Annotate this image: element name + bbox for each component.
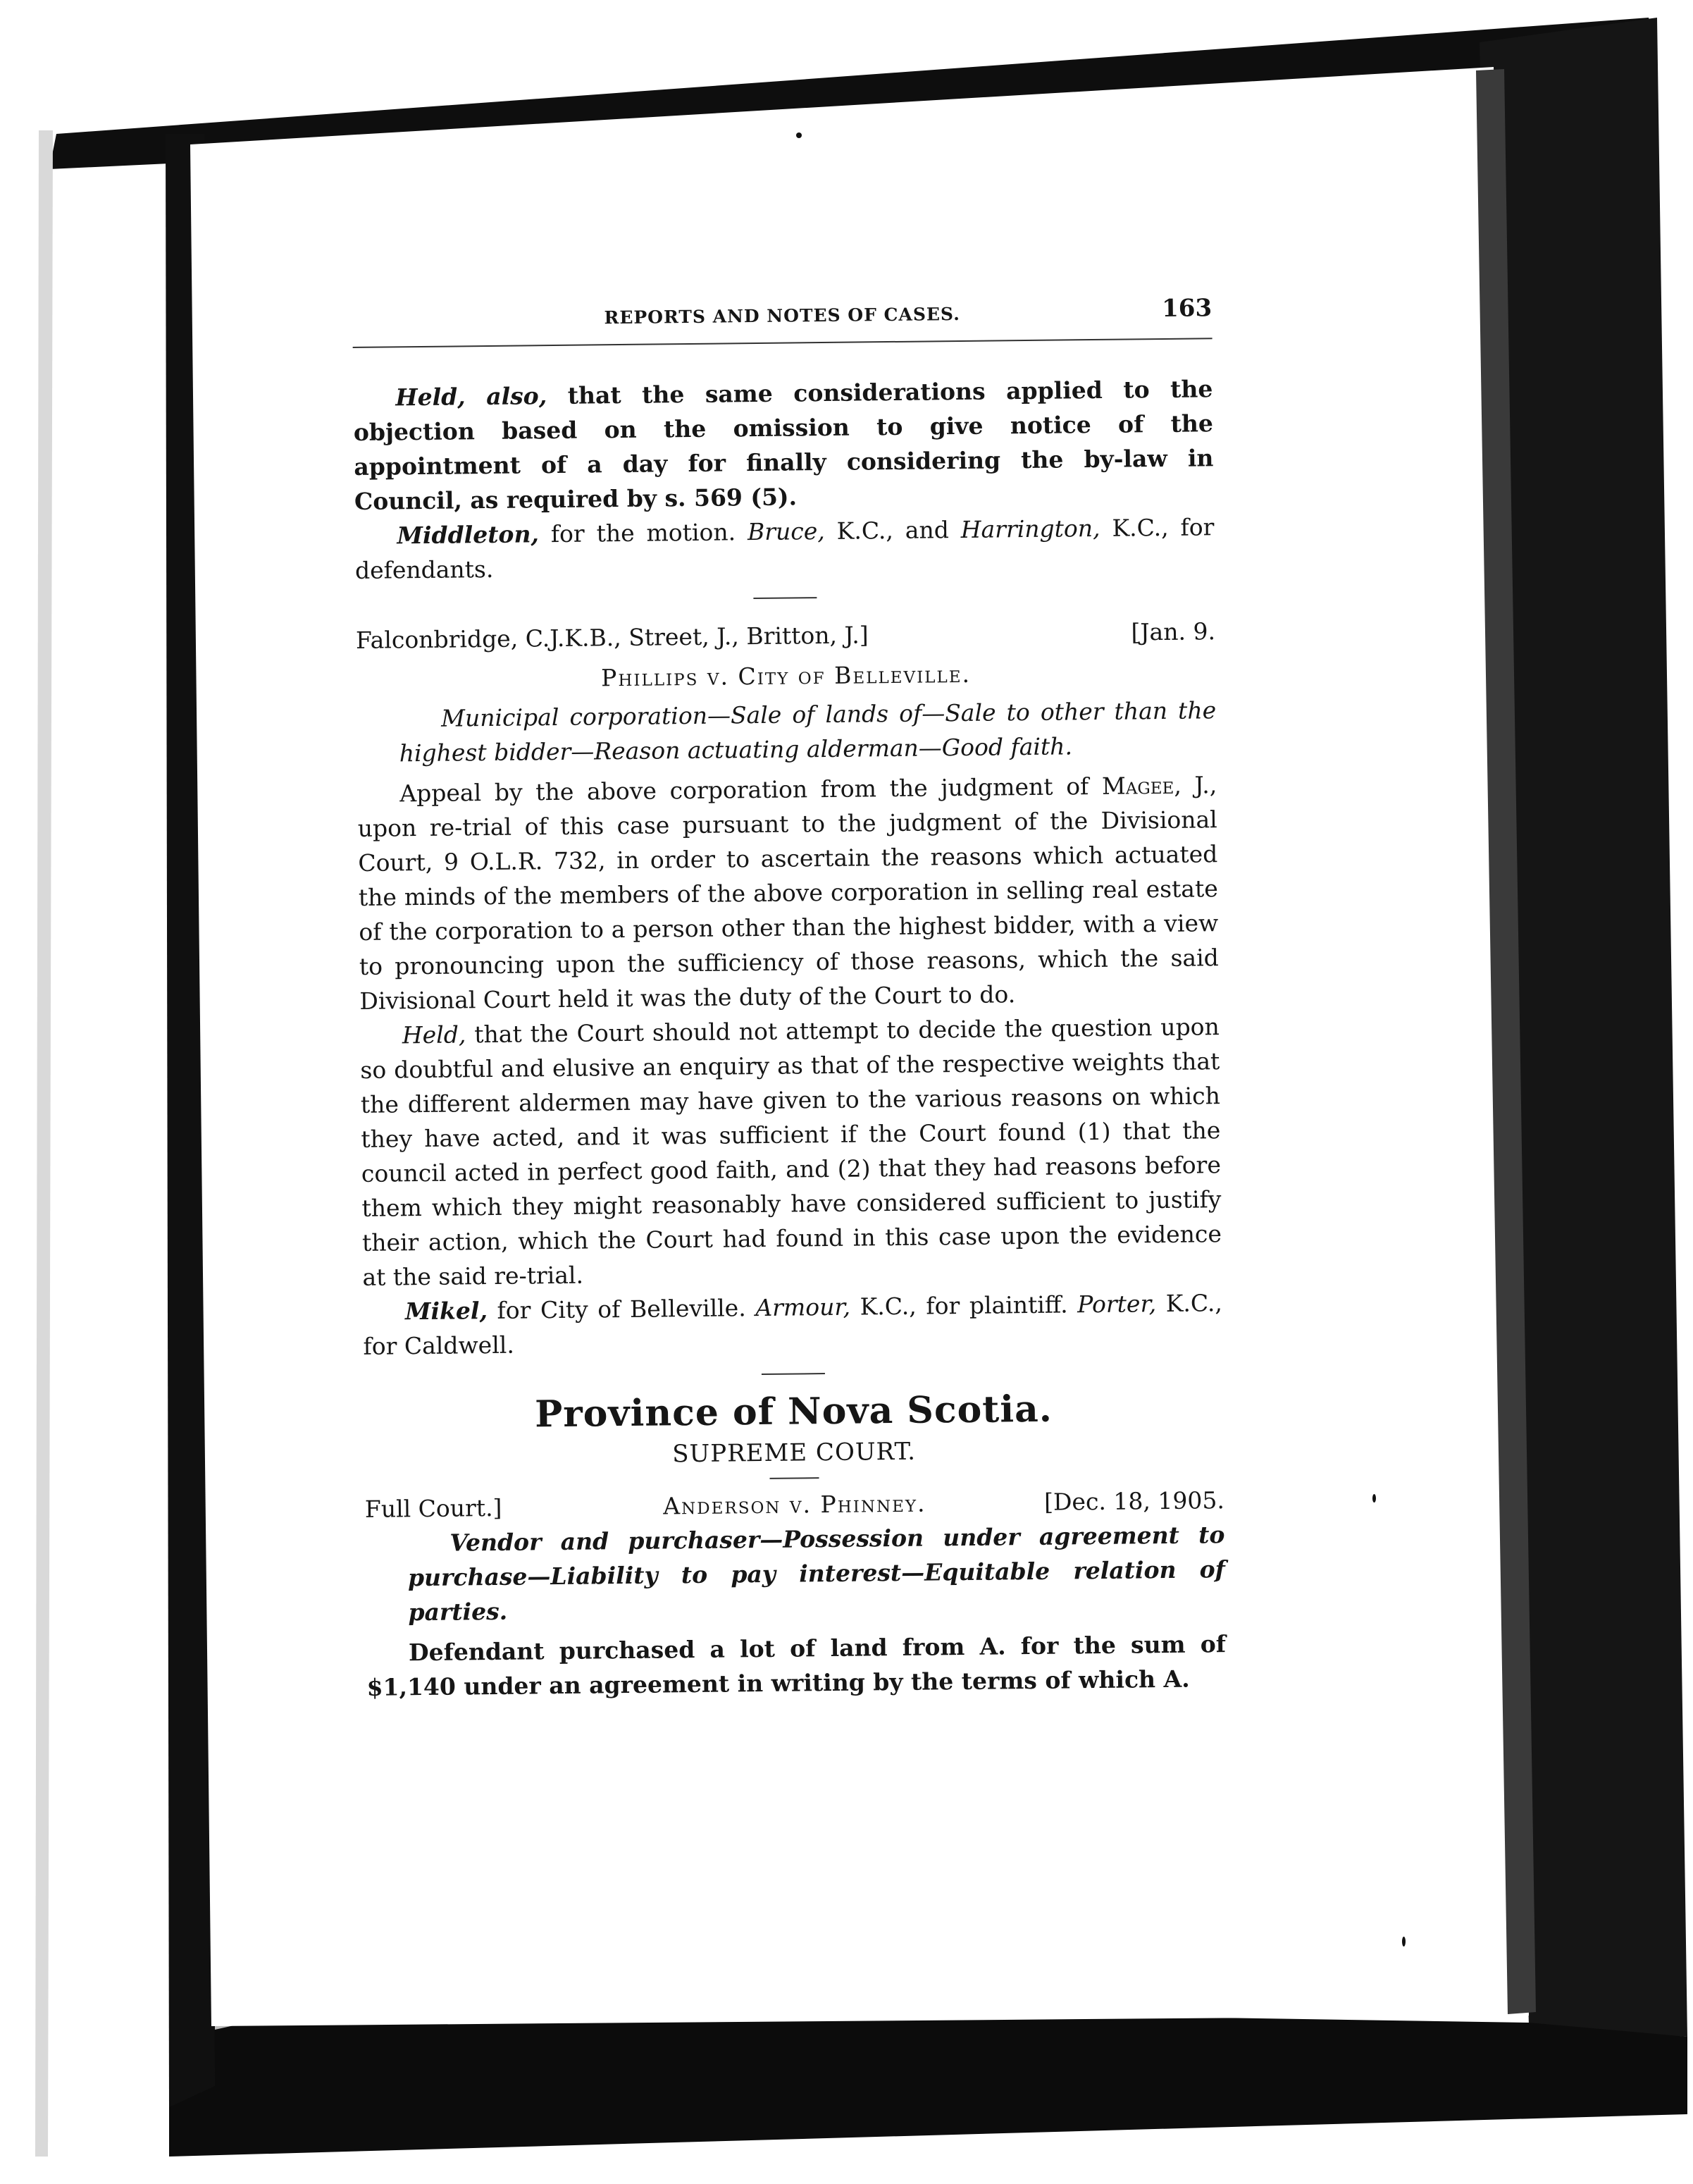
case1-appeal xyxy=(357,767,1220,1018)
separator-rule-3 xyxy=(769,1477,819,1479)
case1-held xyxy=(360,1009,1222,1295)
case1-headnote: Municipal corporation—Sale of lands of—Sale to other than the highest bidder—Reason actuating alderman—Good faith. xyxy=(399,696,1217,767)
running-header xyxy=(352,294,1213,345)
page-text xyxy=(353,371,1227,1705)
case1-bench: Falconbridge, C.J.K.B., Street, J., Britton, J.] xyxy=(355,621,869,654)
counsel-mikel-role: for City of Belleville. xyxy=(497,1294,746,1324)
header-rule xyxy=(353,338,1213,348)
separator-rule xyxy=(753,597,817,599)
case1-held-text: that the Court should not attempt to decide the question upon so doubtful and elusive an enquiry as that of the respective weights that the different aldermen may have given to the various reasons on which they have acted, and it was sufficient if the Court found (1) that the council acted in perfect good faith, and (2) that they had reasons before them which they might reasonably have considered sufficient to justify their action, which the Court had found in this case upon the evidence at the said re-trial. xyxy=(360,1013,1222,1291)
counsel-paragraph-1 xyxy=(354,510,1215,588)
case1-date: [Jan. 9. xyxy=(1131,617,1216,646)
book-page xyxy=(352,294,1227,1713)
counsel-porter: Porter, xyxy=(1077,1290,1157,1319)
counsel-bruce: Bruce, xyxy=(747,517,825,546)
counsel-mikel: Mikel, xyxy=(404,1297,488,1326)
book-edge-bottom xyxy=(169,2001,1687,2157)
held-text: that the same considerations applied to the objection based on the omission to give notice of the appointment of a day for finally considering the by-law in Council, as required by s. 569 (5). xyxy=(353,375,1214,515)
case1-appeal-a: Appeal by the above corporation from the judgment of xyxy=(399,772,1089,808)
running-title: REPORTS AND NOTES OF CASES. xyxy=(604,303,961,328)
counsel-armour: Armour, xyxy=(755,1292,851,1322)
scan-speck xyxy=(1402,1937,1406,1947)
counsel-bruce-role: K.C., and xyxy=(836,516,950,545)
case1-held-lead: Held, xyxy=(402,1020,466,1049)
case2-date: [Dec. 18, 1905. xyxy=(1043,1486,1225,1516)
counsel-harrington-role: K.C., for defendants. xyxy=(354,513,1215,584)
case1-bench-row xyxy=(356,614,1215,658)
left-page-edge xyxy=(35,130,53,2157)
separator-rule-2 xyxy=(762,1373,825,1375)
case2-headnote: Vendor and purchaser—Possession under agreement to purchase—Liability to pay interest—Equitable relation of parties. xyxy=(407,1521,1226,1627)
case1-appeal-judge: Magee, J. xyxy=(1101,771,1210,800)
case1-counsel xyxy=(363,1285,1223,1364)
counsel-harrington: Harrington, xyxy=(960,514,1100,543)
province-heading: Province of Nova Scotia. xyxy=(534,1387,1053,1436)
court-heading: SUPREME COURT. xyxy=(672,1437,917,1469)
page-number: 163 xyxy=(1161,294,1213,323)
counsel-middleton-role: for the motion. xyxy=(550,518,736,548)
case1-title: Phillips v. City of Belleville. xyxy=(600,660,972,692)
held-lead: Held, also, xyxy=(395,382,547,412)
case2-text: Defendant purchased a lot of land from A. for the sum of $1,140 under an agreement in writing by the terms of which A. xyxy=(366,1630,1227,1701)
counsel-armour-role: K.C., for plaintiff. xyxy=(860,1290,1068,1321)
case2-title: Anderson v. Phinney. xyxy=(662,1489,926,1520)
scan-speck xyxy=(1372,1494,1376,1503)
scan-speck xyxy=(796,132,802,138)
held-paragraph xyxy=(353,371,1214,519)
case1-appeal-b: , upon re-trial of this case pursuant to the judgment of the Divisional Court, 9 O.L.R. 732, in order to ascertain the reasons which actuated the minds of the members of the above corporation in selling real estate of the corporation to a person other than the highest bidder, with a view to pronouncing upon the sufficiency of those reasons, which the said Divisional Court held it was the duty of the Court to do. xyxy=(357,771,1219,1015)
counsel-middleton: Middleton, xyxy=(397,520,540,550)
case2-bench: Full Court.] xyxy=(364,1493,502,1523)
counsel-porter-role: K.C., for Caldwell. xyxy=(363,1289,1223,1360)
